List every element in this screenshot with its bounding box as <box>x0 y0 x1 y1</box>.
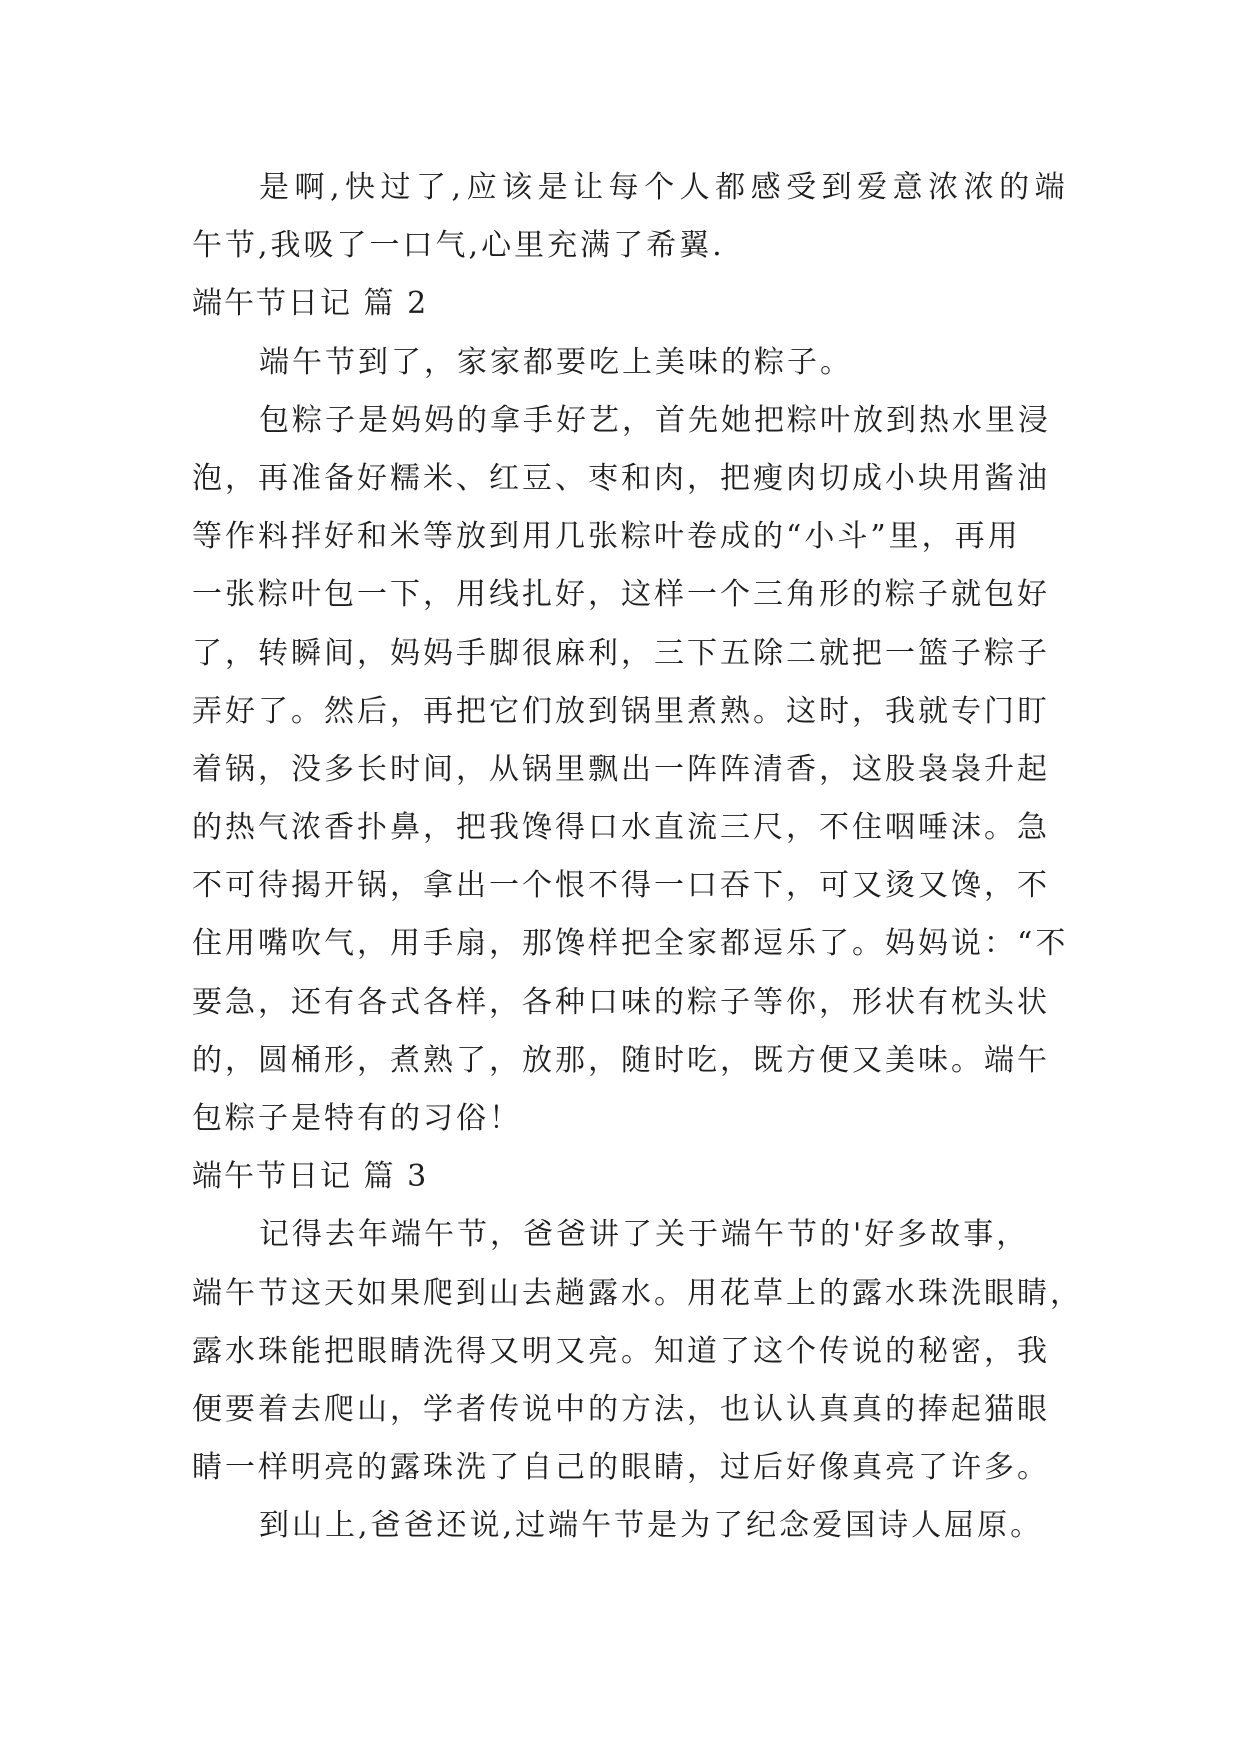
paragraph-line: 端午节这天如果爬到山去趟露水。用花草上的露水珠洗眼睛， <box>192 1275 1083 1311</box>
paragraph-line: 的热气浓香扑鼻，把我馋得口水直流三尺，不住咽唾沫。急 <box>192 810 1050 846</box>
paragraph-line: 包粽子是特有的习俗！ <box>192 1101 522 1136</box>
paragraph <box>0 1206 1241 1497</box>
paragraph-line: 到山上,爸爸还说,过端午节是为了纪念爱国诗人屈原。 <box>259 1508 1044 1544</box>
paragraph-line: 了，转瞬间，妈妈手脚很麻利，三下五除二就把一篮子粽子 <box>192 635 1050 671</box>
paragraph <box>0 392 1241 1148</box>
paragraph-line: 端午节到了，家家都要吃上美味的粽子。 <box>259 344 853 380</box>
paragraph-line: 弄好了。然后，再把它们放到锅里煮熟。这时，我就专门盯 <box>192 693 1050 729</box>
paragraph-line: 泡，再准备好糯米、红豆、枣和肉，把瘦肉切成小块用酱油 <box>192 460 1050 496</box>
paragraph <box>0 159 1241 275</box>
paragraph <box>0 334 1241 392</box>
paragraph-line: 等作料拌好和米等放到用几张粽叶卷成的“小斗”里，再用 <box>192 519 1021 555</box>
paragraph-line: 包粽子是妈妈的拿手好艺，首先她把粽叶放到热水里浸 <box>259 402 1051 438</box>
entry-heading: 端午节日记 篇 2 <box>192 286 429 322</box>
paragraph-line: 午节,我吸了一口气,心里充满了希翼. <box>192 228 725 264</box>
paragraph-line: 便要着去爬山，学者传说中的方法，也认认真真的捧起猫眼 <box>192 1391 1050 1427</box>
paragraph-line: 要急，还有各式各样，各种口味的粽子等你，形状有枕头状 <box>192 984 1050 1020</box>
paragraph-line: 记得去年端午节，爸爸讲了关于端午节的'好多故事， <box>259 1217 1030 1253</box>
paragraph <box>0 1497 1241 1555</box>
paragraph-line: 不可待揭开锅，拿出一个恨不得一口吞下，可又烫又馋，不 <box>192 868 1050 904</box>
diary-entry-2 <box>0 275 1241 1148</box>
paragraph-line: 的，圆桶形，煮熟了，放那，随时吃，既方便又美味。端午 <box>192 1042 1050 1078</box>
paragraph-line: 睛一样明亮的露珠洗了自己的眼睛，过后好像真亮了许多。 <box>192 1450 1050 1486</box>
diary-entry-1-ending <box>0 159 1241 275</box>
paragraph-line: 着锅，没多长时间，从锅里飘出一阵阵清香，这股袅袅升起 <box>192 751 1050 787</box>
paragraph-line: 是啊,快过了,应该是让每个人都感受到爱意浓浓的端 <box>259 170 1071 205</box>
paragraph-line: 一张粽叶包一下，用线扎好，这样一个三角形的粽子就包好 <box>192 577 1050 613</box>
diary-entry-3 <box>0 1148 1241 1555</box>
paragraph-line: 住用嘴吹气，用手扇，那馋样把全家都逗乐了。妈妈说：“不 <box>192 926 1069 962</box>
paragraph-line: 露水珠能把眼睛洗得又明又亮。知道了这个传说的秘密，我 <box>192 1333 1050 1369</box>
entry-heading: 端午节日记 篇 3 <box>192 1159 429 1195</box>
